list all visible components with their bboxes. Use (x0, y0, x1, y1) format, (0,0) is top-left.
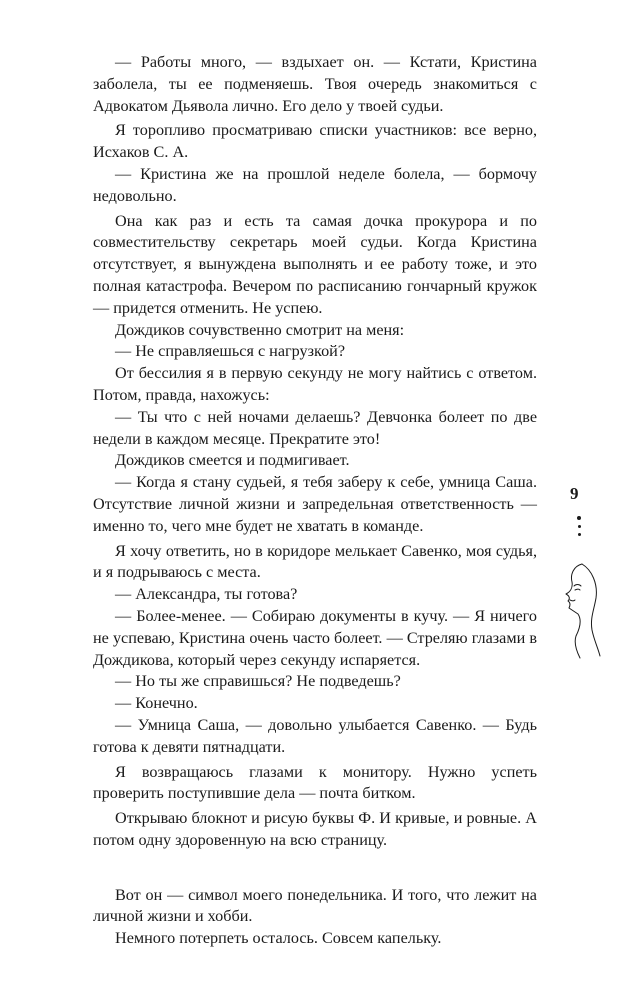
paragraph-12: — Александра, ты готова? (115, 585, 298, 604)
paragraph-18: Открываю блокнот и рисую буквы Ф. И кривые, и ровные. А потом одну здоровенную на всю страницу. (93, 809, 537, 849)
paragraph-5: Дождиков сочувственно смотрит на меня: (115, 320, 405, 339)
paragraph-19: Вот он — символ моего понедельника. И того, что лежит на личной жизни и хобби. (93, 885, 537, 926)
paragraph-6: — Не справляешься с нагрузкой? (115, 342, 346, 361)
dot-icon (578, 533, 581, 536)
page-number: 9 (570, 484, 579, 503)
face-sketch-icon (548, 560, 604, 660)
paragraph-16: — Умница Саша, — довольно улыбается Савенко. — Будь готова к девяти пятнадцати. (93, 715, 537, 756)
decorative-dots (574, 516, 584, 541)
paragraph-20: Немного потерпеть осталось. Совсем капельку. (115, 929, 442, 948)
paragraph-9: Дождиков смеется и подмигивает. (115, 451, 350, 470)
paragraph-10: — Когда я стану судьей, я тебя заберу к себе, умница Саша. Отсутствие личной жизни и запредельная ответственность — именно то, чего мне будет не хватать в команде. (93, 473, 537, 535)
paragraph-2: Я торопливо просматриваю списки участников: все верно, Исхаков С. А. (93, 121, 537, 162)
paragraph-4: Она как раз и есть та самая дочка прокурора и по совместительству секретарь моей судьи. Когда Кристина отсутствует, я вынуждена выполнять и ее работу тоже, и это полная катастрофа. Вечером по расписанию гончарный кружок — придется отменить. Не успею. (93, 211, 537, 317)
paragraph-13: — Более-менее. — Собираю документы в кучу. — Я ничего не успеваю, Кристина очень часто болеет. — Стреляю глазами в Дождикова, который через секунду испаряется. (93, 606, 537, 669)
paragraph-15: — Конечно. (115, 694, 198, 713)
body-text (93, 52, 537, 950)
dot-icon (577, 516, 581, 520)
paragraph-11: Я хочу ответить, но в коридоре мелькает Савенко, моя судья, и я подрываюсь с места. (93, 541, 537, 582)
paragraph-1: — Работы много, — вздыхает он. — Кстати, Кристина заболела, ты ее подменяешь. Твоя очередь знакомиться с Адвокатом Дьявола лично. Его дело у твоей судьи. (93, 53, 537, 115)
dot-icon (578, 525, 581, 528)
paragraph-7: От бессилия я в первую секунду не могу найтись с ответом. Потом, правда, нахожусь: (93, 364, 537, 404)
paragraph-8: — Ты что с ней ночами делаешь? Девчонка болеет по две недели в каждом месяце. Прекратите это! (93, 407, 537, 448)
paragraph-14: — Но ты же справишься? Не подведешь? (115, 672, 401, 691)
paragraph-17: Я возвращаюсь глазами к монитору. Нужно успеть проверить поступившие дела — почта битком. (93, 762, 537, 803)
paragraph-3: — Кристина же на прошлой неделе болела, — бормочу недовольно. (93, 164, 537, 205)
